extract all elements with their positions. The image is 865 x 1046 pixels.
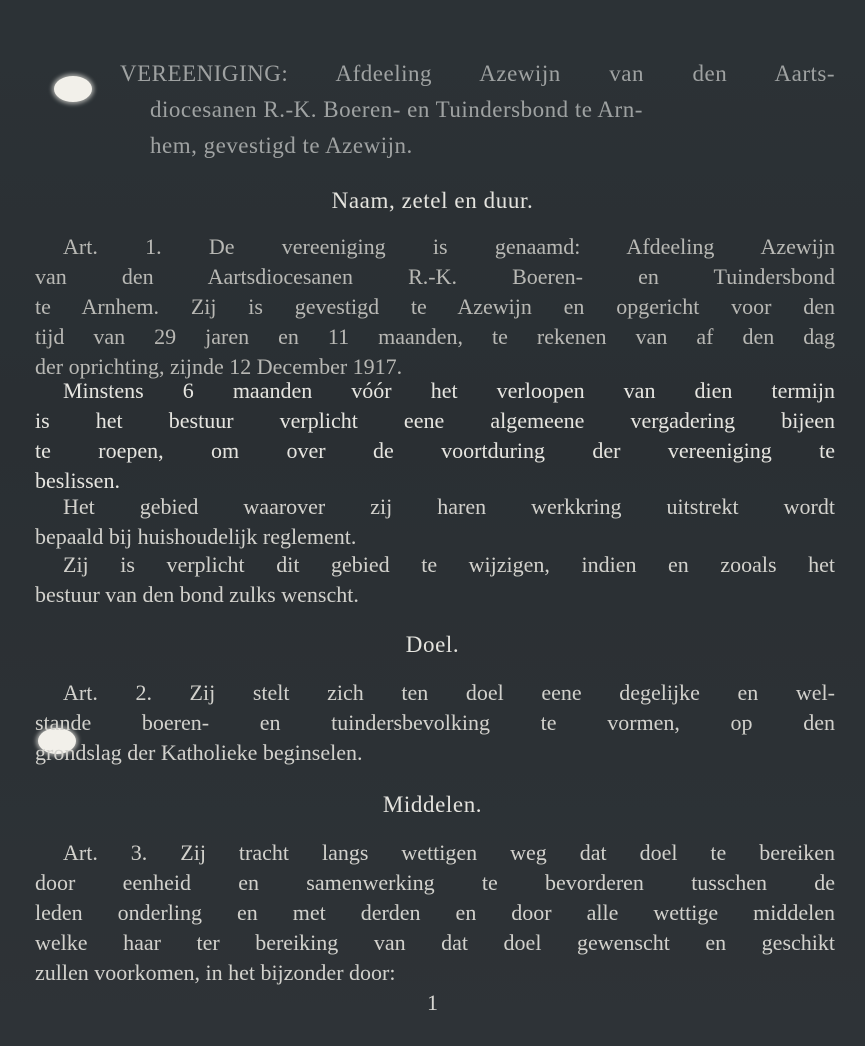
header-line: VEREENIGING: Afdeeling Azewijn van den Aarts- [120,61,835,86]
section-heading: Middelen. [382,792,483,817]
article-paragraph [35,232,835,382]
text-line: stande boeren- en tuindersbevolking te vormen, op den [35,710,835,735]
section-heading: Doel. [405,632,460,657]
article-paragraph [35,376,835,496]
text-line: Zij is verplicht dit gebied te wijzigen, indien en zooals het [63,552,835,577]
text-line: bepaald bij huishoudelijk reglement. [35,524,357,549]
document-header [120,56,835,164]
text-line: welke haar ter bereiking van dat doel gewenscht en geschikt [35,930,835,955]
text-line: Art. 3. Zij tracht langs wettigen weg dat doel te bereiken [63,840,835,865]
punch-hole [54,76,92,102]
page-number: 1 [427,990,438,1015]
article-paragraph [35,492,835,552]
text-line: Art. 1. De vereeniging is genaamd: Afdeeling Azewijn [63,234,835,259]
text-line: bestuur van den bond zulks wenscht. [35,582,359,607]
text-line: der oprichting, zijnde 12 December 1917. [35,354,403,379]
section-heading: Naam, zetel en duur. [331,188,534,213]
text-line: beslissen. [35,468,120,493]
text-line: door eenheid en samenwerking te bevorderen tusschen de [35,870,835,895]
text-line: te Arnhem. Zij is gevestigd te Azewijn en opgericht voor den [35,294,835,319]
article-paragraph [35,678,835,768]
header-line: diocesanen R.-K. Boeren- en Tuindersbond te Arn- [150,97,643,122]
article-paragraph [35,838,835,988]
text-line: Art. 2. Zij stelt zich ten doel eene degelijke en wel- [63,680,835,705]
text-line: te roepen, om over de voortduring der vereeniging te [35,438,835,463]
header-line: hem, gevestigd te Azewijn. [150,133,413,158]
text-line: leden onderling en met derden en door alle wettige middelen [35,900,835,925]
text-line: is het bestuur verplicht eene algemeene vergadering bijeen [35,408,835,433]
text-line: tijd van 29 jaren en 11 maanden, te rekenen van af den dag [35,324,835,349]
text-line: Het gebied waarover zij haren werkkring uitstrekt wordt [63,494,835,519]
text-line: van den Aartsdiocesanen R.-K. Boeren- en Tuindersbond [35,264,835,289]
article-paragraph [35,550,835,610]
text-line: Minstens 6 maanden vóór het verloopen van dien termijn [63,378,835,403]
text-line: zullen voorkomen, in het bijzonder door: [35,960,396,985]
text-line: grondslag der Katholieke beginselen. [35,740,363,765]
